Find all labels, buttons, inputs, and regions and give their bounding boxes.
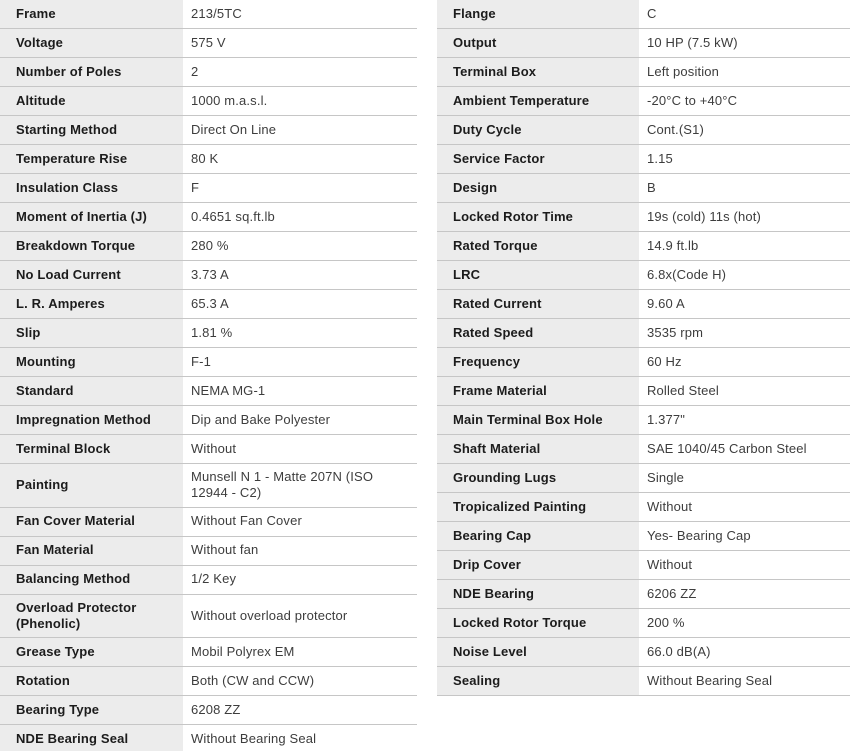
spec-label: Impregnation Method	[0, 406, 183, 434]
spec-label: No Load Current	[0, 261, 183, 289]
spec-row	[0, 508, 417, 537]
spec-label: Breakdown Torque	[0, 232, 183, 260]
spec-row	[437, 261, 850, 290]
spec-value: B	[639, 174, 850, 202]
spec-value: Single	[639, 464, 850, 492]
spec-row	[0, 464, 417, 508]
spec-value: Cont.(S1)	[639, 116, 850, 144]
spec-row	[0, 174, 417, 203]
spec-label: Overload Protector (Phenolic)	[0, 595, 183, 638]
spec-row	[437, 348, 850, 377]
spec-label: Rated Speed	[437, 319, 639, 347]
spec-row	[0, 116, 417, 145]
spec-row	[437, 406, 850, 435]
spec-label: Locked Rotor Time	[437, 203, 639, 231]
spec-row	[0, 203, 417, 232]
spec-label: Service Factor	[437, 145, 639, 173]
spec-value: F-1	[183, 348, 417, 376]
spec-value: 10 HP (7.5 kW)	[639, 29, 850, 57]
spec-value: 1.15	[639, 145, 850, 173]
spec-value: -20°C to +40°C	[639, 87, 850, 115]
spec-label: Flange	[437, 0, 639, 28]
spec-value: NEMA MG-1	[183, 377, 417, 405]
spec-label: NDE Bearing	[437, 580, 639, 608]
spec-label: Bearing Type	[0, 696, 183, 724]
spec-value: C	[639, 0, 850, 28]
spec-label: Shaft Material	[437, 435, 639, 463]
spec-value: 65.3 A	[183, 290, 417, 318]
spec-value: Yes- Bearing Cap	[639, 522, 850, 550]
spec-value: 6.8x(Code H)	[639, 261, 850, 289]
spec-value: Without	[639, 493, 850, 521]
spec-row	[437, 377, 850, 406]
spec-label: Terminal Block	[0, 435, 183, 463]
spec-row	[0, 29, 417, 58]
spec-label: Standard	[0, 377, 183, 405]
spec-label: Frame	[0, 0, 183, 28]
spec-row	[437, 58, 850, 87]
spec-label: NDE Bearing Seal	[0, 725, 183, 751]
spec-row	[437, 551, 850, 580]
spec-row	[0, 290, 417, 319]
spec-value: SAE 1040/45 Carbon Steel	[639, 435, 850, 463]
spec-value: Without overload protector	[183, 595, 417, 638]
spec-row	[0, 537, 417, 566]
spec-value: 1/2 Key	[183, 566, 417, 594]
spec-label: Mounting	[0, 348, 183, 376]
spec-value: Mobil Polyrex EM	[183, 638, 417, 666]
spec-label: LRC	[437, 261, 639, 289]
spec-row	[437, 522, 850, 551]
spec-label: Duty Cycle	[437, 116, 639, 144]
spec-label: Grounding Lugs	[437, 464, 639, 492]
spec-row	[0, 319, 417, 348]
spec-value: 9.60 A	[639, 290, 850, 318]
spec-value: Munsell N 1 - Matte 207N (ISO 12944 - C2)	[183, 464, 417, 507]
spec-table-left	[0, 0, 417, 751]
spec-row	[437, 580, 850, 609]
spec-value: Without	[639, 551, 850, 579]
spec-row	[0, 406, 417, 435]
spec-value: 1.81 %	[183, 319, 417, 347]
spec-label: Drip Cover	[437, 551, 639, 579]
spec-value: 3535 rpm	[639, 319, 850, 347]
spec-label: Design	[437, 174, 639, 202]
spec-row	[0, 232, 417, 261]
spec-row	[0, 638, 417, 667]
spec-row	[0, 566, 417, 595]
spec-value: 213/5TC	[183, 0, 417, 28]
spec-value: Both (CW and CCW)	[183, 667, 417, 695]
spec-value: 19s (cold) 11s (hot)	[639, 203, 850, 231]
spec-row	[0, 145, 417, 174]
spec-value: 14.9 ft.lb	[639, 232, 850, 260]
spec-row	[437, 609, 850, 638]
spec-value: Dip and Bake Polyester	[183, 406, 417, 434]
spec-value: 1.377"	[639, 406, 850, 434]
spec-row	[437, 290, 850, 319]
spec-value: 66.0 dB(A)	[639, 638, 850, 666]
spec-label: Ambient Temperature	[437, 87, 639, 115]
spec-row	[437, 145, 850, 174]
spec-row	[437, 435, 850, 464]
spec-row	[437, 29, 850, 58]
spec-row	[437, 493, 850, 522]
spec-value: Without Bearing Seal	[183, 725, 417, 751]
spec-row	[437, 203, 850, 232]
spec-value: 280 %	[183, 232, 417, 260]
spec-value: 60 Hz	[639, 348, 850, 376]
spec-label: Balancing Method	[0, 566, 183, 594]
spec-label: Frame Material	[437, 377, 639, 405]
spec-value: 3.73 A	[183, 261, 417, 289]
spec-row	[0, 696, 417, 725]
spec-row	[0, 0, 417, 29]
spec-label: Grease Type	[0, 638, 183, 666]
spec-label: Temperature Rise	[0, 145, 183, 173]
spec-label: Bearing Cap	[437, 522, 639, 550]
spec-row	[0, 377, 417, 406]
spec-row	[0, 595, 417, 639]
spec-value: F	[183, 174, 417, 202]
spec-label: Rotation	[0, 667, 183, 695]
spec-row	[437, 667, 850, 696]
spec-value: Without Fan Cover	[183, 508, 417, 536]
spec-row	[0, 87, 417, 116]
spec-value: Rolled Steel	[639, 377, 850, 405]
spec-row	[437, 0, 850, 29]
spec-value: Without Bearing Seal	[639, 667, 850, 695]
spec-value: 200 %	[639, 609, 850, 637]
spec-label: Fan Cover Material	[0, 508, 183, 536]
spec-row	[437, 638, 850, 667]
spec-value: 2	[183, 58, 417, 86]
spec-table-right	[437, 0, 850, 696]
spec-row	[0, 435, 417, 464]
spec-label: Main Terminal Box Hole	[437, 406, 639, 434]
spec-label: Slip	[0, 319, 183, 347]
spec-value: 575 V	[183, 29, 417, 57]
spec-label: Starting Method	[0, 116, 183, 144]
spec-label: Fan Material	[0, 537, 183, 565]
spec-label: Tropicalized Painting	[437, 493, 639, 521]
spec-label: Output	[437, 29, 639, 57]
spec-value: Left position	[639, 58, 850, 86]
spec-row	[0, 667, 417, 696]
spec-label: Frequency	[437, 348, 639, 376]
spec-label: L. R. Amperes	[0, 290, 183, 318]
spec-row	[0, 725, 417, 751]
spec-value: Without	[183, 435, 417, 463]
spec-label: Rated Current	[437, 290, 639, 318]
spec-row	[437, 464, 850, 493]
spec-value: 1000 m.a.s.l.	[183, 87, 417, 115]
spec-row	[437, 232, 850, 261]
spec-label: Altitude	[0, 87, 183, 115]
spec-value: Direct On Line	[183, 116, 417, 144]
spec-row	[0, 58, 417, 87]
spec-value: 6208 ZZ	[183, 696, 417, 724]
spec-row	[0, 348, 417, 377]
spec-label: Locked Rotor Torque	[437, 609, 639, 637]
spec-label: Terminal Box	[437, 58, 639, 86]
spec-label: Painting	[0, 464, 183, 507]
spec-row	[437, 87, 850, 116]
spec-value: 80 K	[183, 145, 417, 173]
spec-row	[0, 261, 417, 290]
spec-label: Number of Poles	[0, 58, 183, 86]
spec-label: Rated Torque	[437, 232, 639, 260]
spec-value: 6206 ZZ	[639, 580, 850, 608]
spec-label: Voltage	[0, 29, 183, 57]
spec-row	[437, 116, 850, 145]
spec-row	[437, 319, 850, 348]
spec-label: Moment of Inertia (J)	[0, 203, 183, 231]
spec-label: Insulation Class	[0, 174, 183, 202]
spec-value: Without fan	[183, 537, 417, 565]
spec-value: 0.4651 sq.ft.lb	[183, 203, 417, 231]
spec-label: Sealing	[437, 667, 639, 695]
spec-row	[437, 174, 850, 203]
spec-label: Noise Level	[437, 638, 639, 666]
